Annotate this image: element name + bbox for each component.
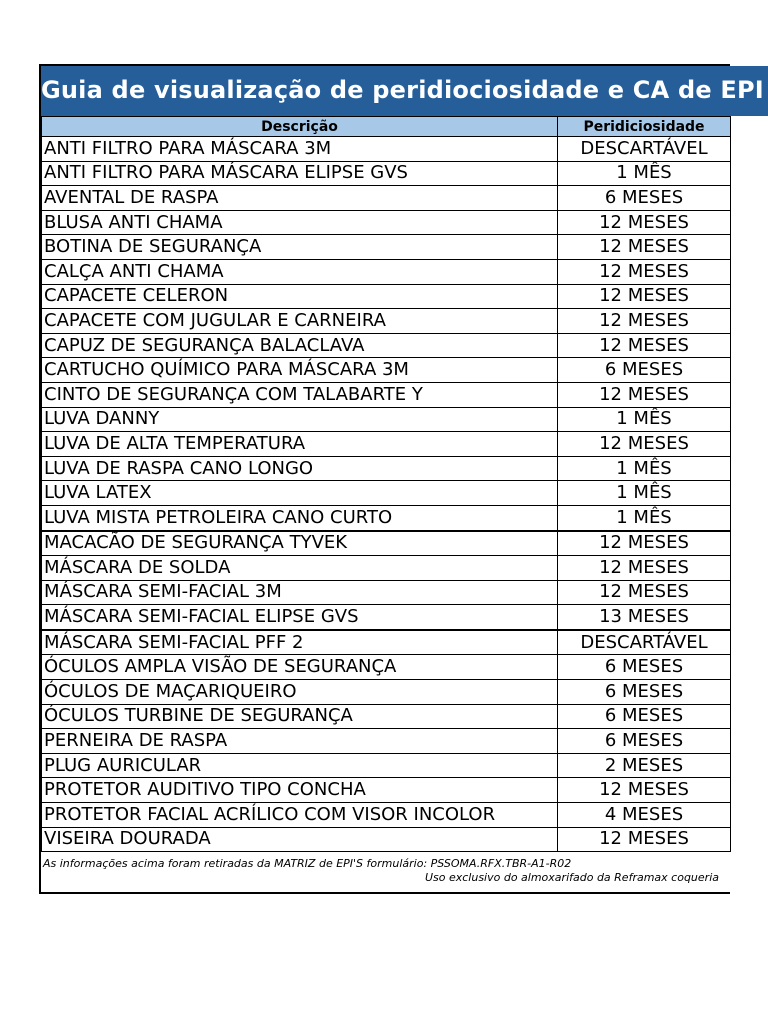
- table-row: [42, 630, 731, 655]
- table-row: [42, 456, 731, 481]
- cell-periodicidade: 12 MESES: [558, 827, 731, 852]
- cell-periodicidade: 12 MESES: [558, 778, 731, 803]
- cell-periodicidade: 6 MESES: [558, 655, 731, 680]
- table-row: [42, 655, 731, 680]
- cell-periodicidade: 12 MESES: [558, 580, 731, 605]
- table-row: [42, 284, 731, 309]
- table-row: [42, 137, 731, 162]
- cell-descricao: CARTUCHO QUÍMICO PARA MÁSCARA 3M: [42, 358, 558, 383]
- cell-descricao: PLUG AURICULAR: [42, 753, 558, 778]
- cell-periodicidade: 1 MÊS: [558, 505, 731, 530]
- table-row: [42, 481, 731, 506]
- cell-descricao: CINTO DE SEGURANÇA COM TALABARTE Y: [42, 382, 558, 407]
- cell-periodicidade: 12 MESES: [558, 259, 731, 284]
- table-row: [42, 161, 731, 186]
- document-title: Guia de visualização de peridiociosidade e CA de EPI: [41, 76, 764, 104]
- table-row: [42, 505, 731, 530]
- table-row: [42, 407, 731, 432]
- cell-descricao: MÁSCARA DE SOLDA: [42, 556, 558, 581]
- table-row: [42, 778, 731, 803]
- cell-descricao: LUVA DE ALTA TEMPERATURA: [42, 432, 558, 457]
- table-row: [42, 382, 731, 407]
- cell-periodicidade: 1 MÊS: [558, 481, 731, 506]
- cell-descricao: PROTETOR AUDITIVO TIPO CONCHA: [42, 778, 558, 803]
- cell-periodicidade: 12 MESES: [558, 333, 731, 358]
- title-banner: [41, 66, 768, 116]
- cell-periodicidade: 2 MESES: [558, 753, 731, 778]
- cell-descricao: ANTI FILTRO PARA MÁSCARA 3M: [42, 137, 558, 162]
- table-row: [42, 333, 731, 358]
- cell-periodicidade: 12 MESES: [558, 309, 731, 334]
- cell-periodicidade: 4 MESES: [558, 803, 731, 828]
- cell-descricao: BLUSA ANTI CHAMA: [42, 210, 558, 235]
- cell-periodicidade: 12 MESES: [558, 432, 731, 457]
- cell-descricao: LUVA DE RASPA CANO LONGO: [42, 456, 558, 481]
- cell-descricao: ANTI FILTRO PARA MÁSCARA ELIPSE GVS: [42, 161, 558, 186]
- source-note: As informações acima foram retiradas da MATRIZ de EPI'S formulário: PSSOMA.RFX.TBR-A1-R02: [43, 857, 572, 870]
- cell-descricao: BOTINA DE SEGURANÇA: [42, 235, 558, 260]
- cell-periodicidade: 1 MÊS: [558, 456, 731, 481]
- table-header-row: [42, 117, 731, 137]
- table-row: [42, 803, 731, 828]
- cell-periodicidade: 6 MESES: [558, 729, 731, 754]
- cell-periodicidade: 13 MESES: [558, 605, 731, 630]
- table-row: [42, 556, 731, 581]
- cell-periodicidade: 12 MESES: [558, 235, 731, 260]
- table-body: [42, 137, 731, 852]
- table-row: [42, 827, 731, 852]
- cell-descricao: LUVA DANNY: [42, 407, 558, 432]
- cell-periodicidade: 12 MESES: [558, 284, 731, 309]
- table-row: [42, 235, 731, 260]
- cell-descricao: ÓCULOS TURBINE DE SEGURANÇA: [42, 704, 558, 729]
- cell-periodicidade: 6 MESES: [558, 358, 731, 383]
- column-header-periodicidade: Peridiciosidade: [558, 117, 731, 137]
- table-row: [42, 680, 731, 705]
- cell-periodicidade: 12 MESES: [558, 210, 731, 235]
- table-row: [42, 531, 731, 556]
- cell-periodicidade: 1 MÊS: [558, 407, 731, 432]
- cell-descricao: LUVA MISTA PETROLEIRA CANO CURTO: [42, 505, 558, 530]
- cell-periodicidade: 12 MESES: [558, 531, 731, 556]
- cell-periodicidade: 1 MÊS: [558, 161, 731, 186]
- cell-periodicidade: 6 MESES: [558, 186, 731, 211]
- column-header-descricao: Descrição: [42, 117, 558, 137]
- table-row: [42, 309, 731, 334]
- cell-descricao: ÓCULOS AMPLA VISÃO DE SEGURANÇA: [42, 655, 558, 680]
- cell-descricao: MACACÃO DE SEGURANÇA TYVEK: [42, 531, 558, 556]
- table-row: [42, 259, 731, 284]
- cell-periodicidade: 12 MESES: [558, 556, 731, 581]
- cell-periodicidade: DESCARTÁVEL: [558, 137, 731, 162]
- cell-descricao: PERNEIRA DE RASPA: [42, 729, 558, 754]
- table-row: [42, 605, 731, 630]
- table-row: [42, 580, 731, 605]
- table-row: [42, 704, 731, 729]
- cell-periodicidade: 6 MESES: [558, 704, 731, 729]
- cell-descricao: LUVA LATEX: [42, 481, 558, 506]
- epi-table: [41, 116, 731, 852]
- cell-descricao: CALÇA ANTI CHAMA: [42, 259, 558, 284]
- cell-descricao: VISEIRA DOURADA: [42, 827, 558, 852]
- table-row: [42, 753, 731, 778]
- table-row: [42, 210, 731, 235]
- cell-descricao: CAPUZ DE SEGURANÇA BALACLAVA: [42, 333, 558, 358]
- cell-descricao: CAPACETE COM JUGULAR E CARNEIRA: [42, 309, 558, 334]
- cell-descricao: PROTETOR FACIAL ACRÍLICO COM VISOR INCOLOR: [42, 803, 558, 828]
- cell-periodicidade: 6 MESES: [558, 680, 731, 705]
- usage-note: Uso exclusivo do almoxarifado da Reframax coqueria: [424, 871, 719, 884]
- cell-periodicidade: DESCARTÁVEL: [558, 630, 731, 655]
- cell-descricao: MÁSCARA SEMI-FACIAL ELIPSE GVS: [42, 605, 558, 630]
- table-row: [42, 186, 731, 211]
- cell-descricao: ÓCULOS DE MAÇARIQUEIRO: [42, 680, 558, 705]
- table-row: [42, 729, 731, 754]
- cell-periodicidade: 12 MESES: [558, 382, 731, 407]
- cell-descricao: MÁSCARA SEMI-FACIAL 3M: [42, 580, 558, 605]
- cell-descricao: MÁSCARA SEMI-FACIAL PFF 2: [42, 630, 558, 655]
- table-row: [42, 358, 731, 383]
- table-row: [42, 432, 731, 457]
- cell-descricao: AVENTAL DE RASPA: [42, 186, 558, 211]
- cell-descricao: CAPACETE CELERON: [42, 284, 558, 309]
